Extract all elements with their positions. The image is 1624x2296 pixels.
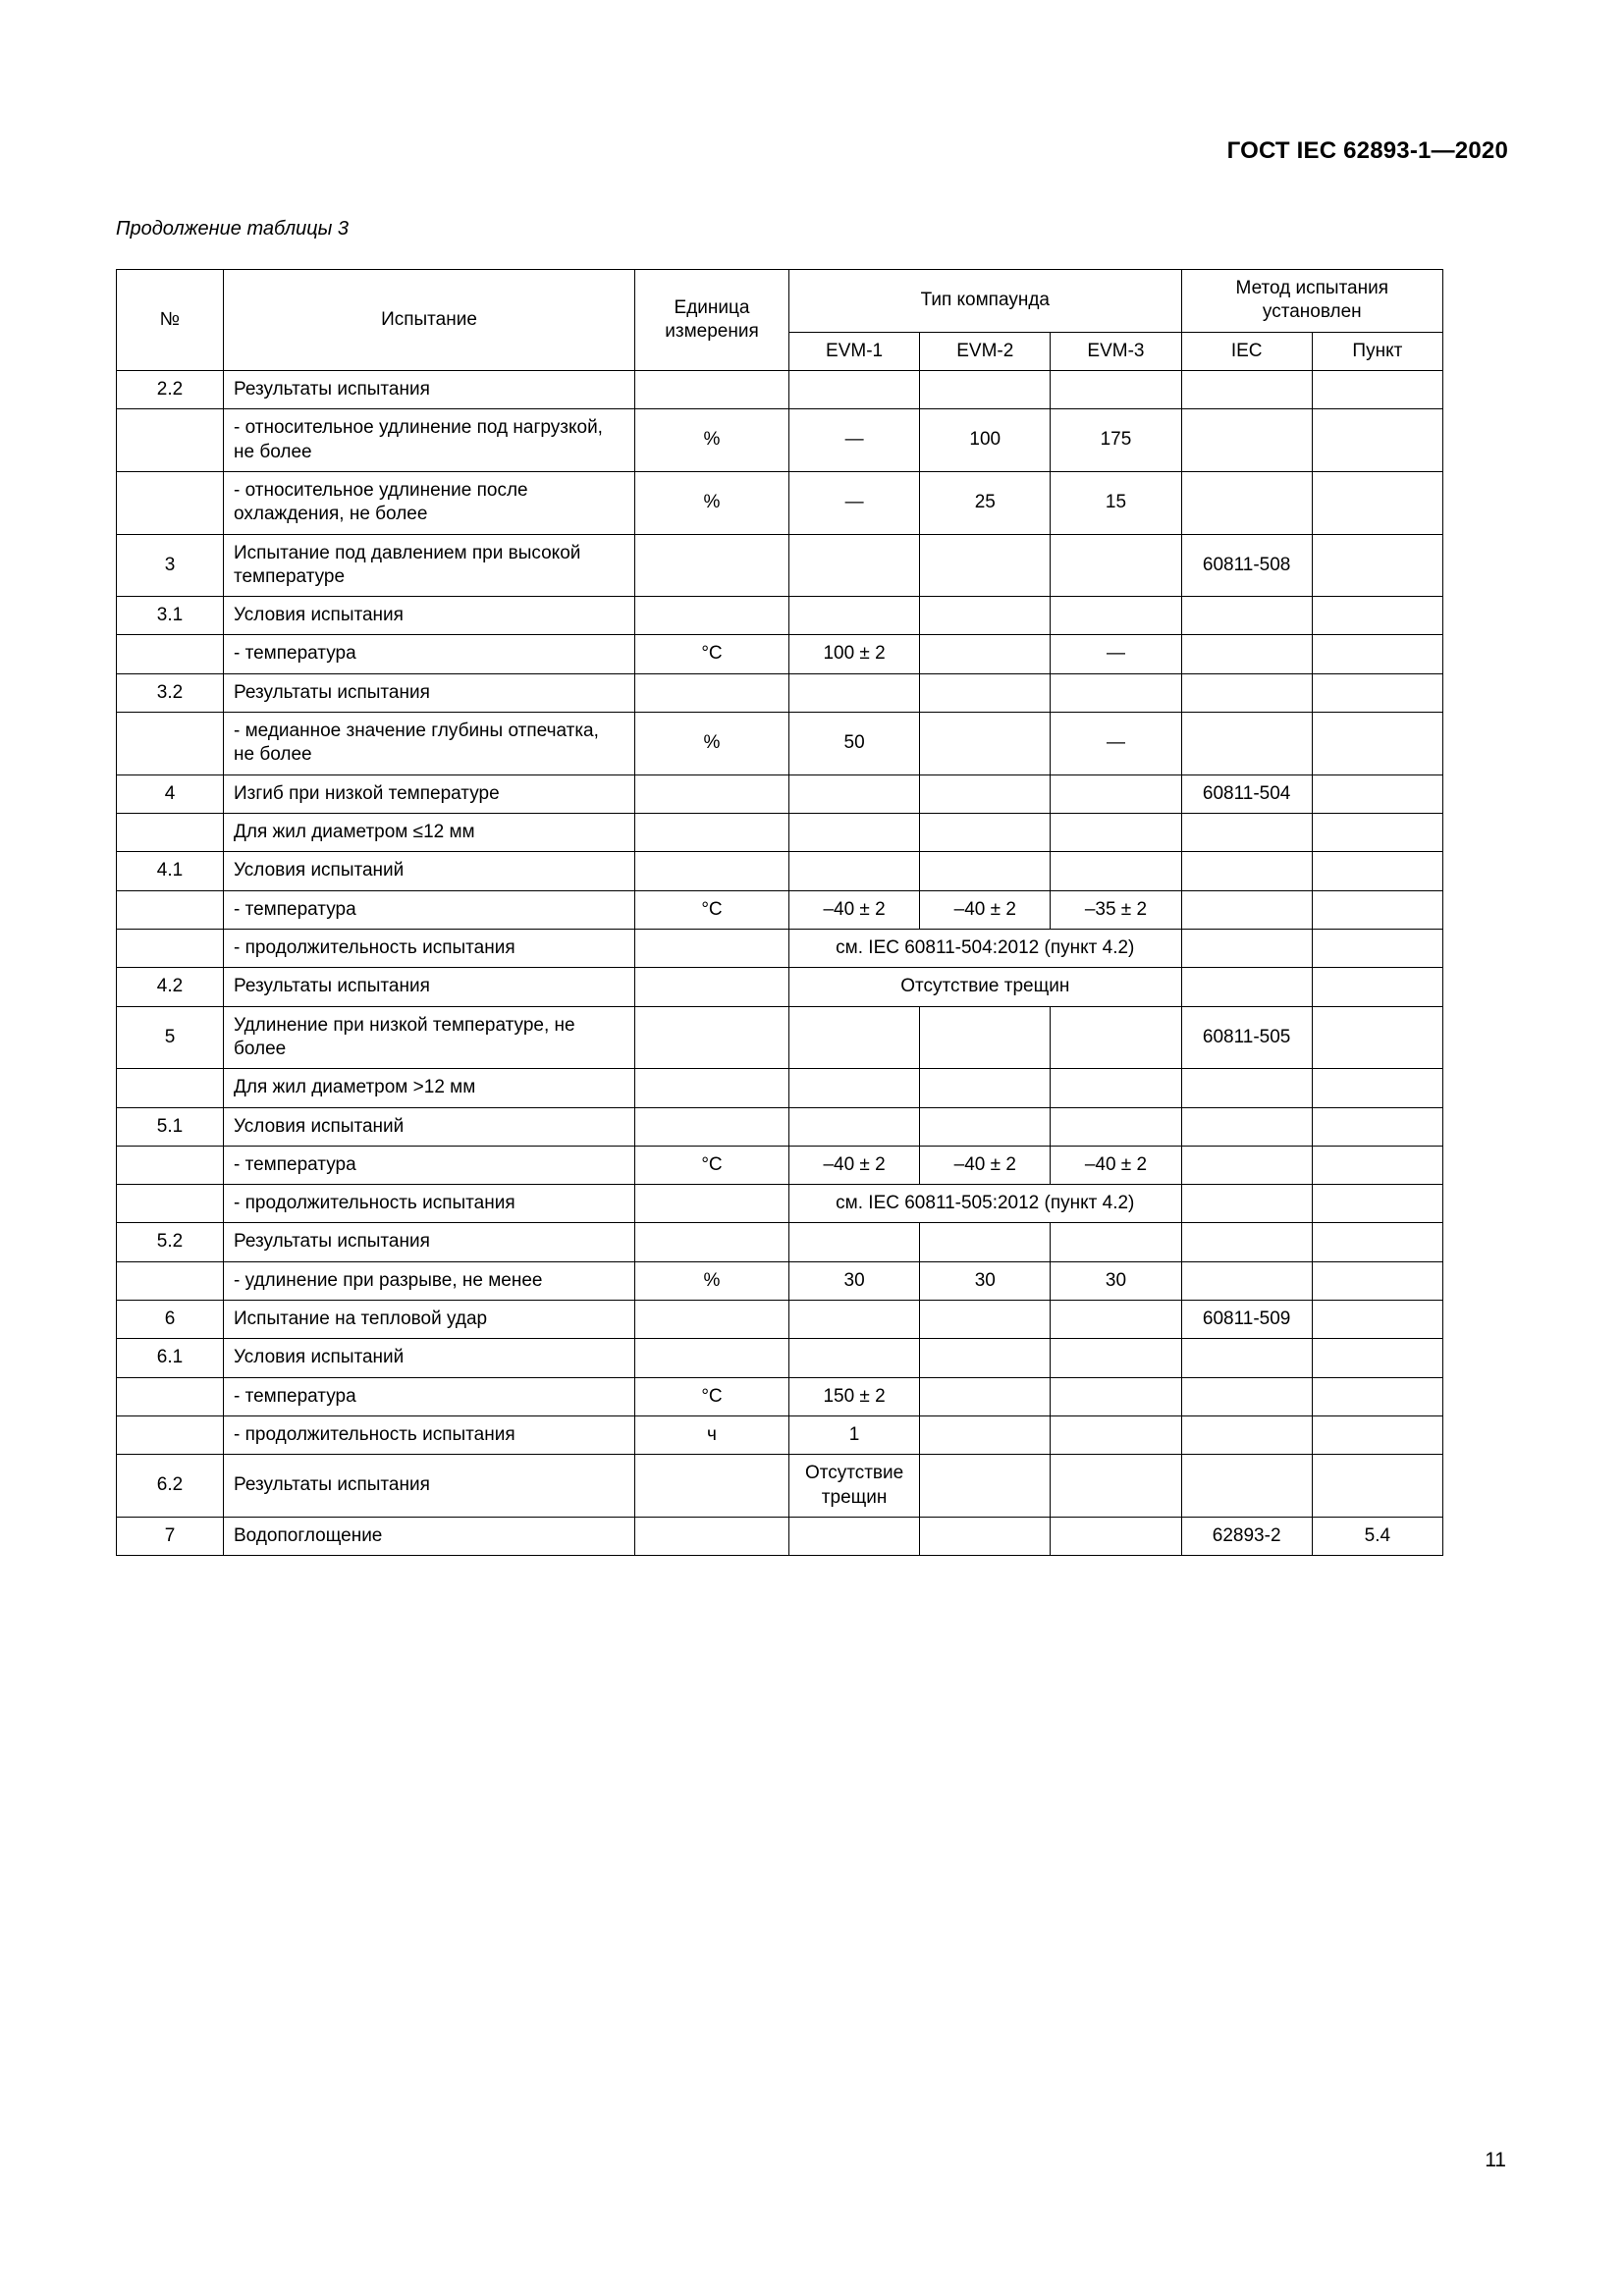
cell-item xyxy=(1312,1261,1442,1300)
cell-test: - продолжительность испытания xyxy=(224,929,635,967)
cell-iec xyxy=(1181,1146,1312,1184)
table-row xyxy=(117,1223,1443,1261)
col-header-method-set: Метод испытания установлен xyxy=(1181,270,1442,333)
cell-num xyxy=(117,635,224,673)
cell-test: Результаты испытания xyxy=(224,1455,635,1518)
cell-evm1: –40 ± 2 xyxy=(789,1146,920,1184)
table-row xyxy=(117,774,1443,813)
table-row xyxy=(117,597,1443,635)
cell-iec xyxy=(1181,1069,1312,1107)
cell-evm3 xyxy=(1051,1301,1181,1339)
cell-evm3: –40 ± 2 xyxy=(1051,1146,1181,1184)
cell-test: - продолжительность испытания xyxy=(224,1185,635,1223)
table-row xyxy=(117,1416,1443,1455)
cell-evm2 xyxy=(920,713,1051,775)
cell-test: Испытание на тепловой удар xyxy=(224,1301,635,1339)
cell-span-value: см. IEC 60811-505:2012 (пункт 4.2) xyxy=(789,1185,1182,1223)
cell-item xyxy=(1312,713,1442,775)
cell-num: 4.1 xyxy=(117,852,224,890)
cell-num xyxy=(117,1261,224,1300)
test-requirements-table xyxy=(116,269,1443,1556)
cell-num xyxy=(117,929,224,967)
cell-evm1: –40 ± 2 xyxy=(789,890,920,929)
cell-evm3 xyxy=(1051,1223,1181,1261)
col-header-iec: IEC xyxy=(1181,332,1312,370)
cell-item xyxy=(1312,1069,1442,1107)
table-row xyxy=(117,968,1443,1006)
col-header-evm3: EVM-3 xyxy=(1051,332,1181,370)
cell-test: - температура xyxy=(224,635,635,673)
cell-evm3 xyxy=(1051,673,1181,712)
cell-item xyxy=(1312,471,1442,534)
cell-unit xyxy=(635,1069,789,1107)
cell-item xyxy=(1312,673,1442,712)
cell-evm3 xyxy=(1051,1339,1181,1377)
cell-evm2: 100 xyxy=(920,409,1051,472)
cell-test: - продолжительность испытания xyxy=(224,1416,635,1455)
cell-unit: °C xyxy=(635,635,789,673)
cell-evm3 xyxy=(1051,1455,1181,1518)
cell-item xyxy=(1312,370,1442,408)
cell-iec xyxy=(1181,409,1312,472)
cell-evm1 xyxy=(789,1517,920,1555)
cell-iec: 60811-509 xyxy=(1181,1301,1312,1339)
cell-num: 7 xyxy=(117,1517,224,1555)
cell-evm2 xyxy=(920,1301,1051,1339)
table-row xyxy=(117,1377,1443,1415)
table-row xyxy=(117,1517,1443,1555)
cell-evm2 xyxy=(920,1455,1051,1518)
cell-unit xyxy=(635,1223,789,1261)
cell-evm1 xyxy=(789,1223,920,1261)
cell-test: Для жил диаметром >12 мм xyxy=(224,1069,635,1107)
cell-evm2 xyxy=(920,1339,1051,1377)
cell-unit: °C xyxy=(635,1377,789,1415)
table-row xyxy=(117,1261,1443,1300)
cell-test: - относительное удлинение под нагрузкой, не более xyxy=(224,409,635,472)
cell-iec xyxy=(1181,814,1312,852)
cell-iec xyxy=(1181,471,1312,534)
cell-unit xyxy=(635,1107,789,1146)
cell-num: 5.2 xyxy=(117,1223,224,1261)
cell-evm1: — xyxy=(789,471,920,534)
cell-num xyxy=(117,409,224,472)
cell-evm3: — xyxy=(1051,713,1181,775)
cell-test: - температура xyxy=(224,1377,635,1415)
cell-evm3 xyxy=(1051,534,1181,597)
cell-iec xyxy=(1181,1223,1312,1261)
cell-unit xyxy=(635,1455,789,1518)
table-body xyxy=(117,370,1443,1555)
cell-item xyxy=(1312,968,1442,1006)
page-header-standard: ГОСТ IEC 62893-1—2020 xyxy=(1226,137,1508,164)
cell-evm2 xyxy=(920,1069,1051,1107)
cell-num xyxy=(117,1146,224,1184)
cell-evm3 xyxy=(1051,597,1181,635)
cell-evm1 xyxy=(789,534,920,597)
cell-test: - температура xyxy=(224,890,635,929)
cell-evm1: Отсутствие трещин xyxy=(789,1455,920,1518)
cell-test: - температура xyxy=(224,1146,635,1184)
cell-evm1: — xyxy=(789,409,920,472)
table-row xyxy=(117,929,1443,967)
cell-test: Изгиб при низкой температуре xyxy=(224,774,635,813)
cell-test: - удлинение при разрыве, не менее xyxy=(224,1261,635,1300)
cell-evm2 xyxy=(920,673,1051,712)
col-header-test: Испытание xyxy=(224,270,635,371)
table-row xyxy=(117,1339,1443,1377)
cell-evm3 xyxy=(1051,370,1181,408)
table-row xyxy=(117,1185,1443,1223)
cell-item xyxy=(1312,890,1442,929)
cell-num xyxy=(117,1416,224,1455)
cell-item xyxy=(1312,929,1442,967)
cell-unit: °C xyxy=(635,890,789,929)
cell-item xyxy=(1312,1146,1442,1184)
cell-iec xyxy=(1181,635,1312,673)
cell-test: Водопоглощение xyxy=(224,1517,635,1555)
cell-evm1 xyxy=(789,597,920,635)
cell-evm3: 175 xyxy=(1051,409,1181,472)
cell-iec xyxy=(1181,713,1312,775)
cell-evm1 xyxy=(789,673,920,712)
table-row xyxy=(117,1069,1443,1107)
cell-evm3 xyxy=(1051,1416,1181,1455)
cell-num: 4 xyxy=(117,774,224,813)
cell-span-value: Отсутствие трещин xyxy=(789,968,1182,1006)
cell-iec xyxy=(1181,1339,1312,1377)
cell-evm2: –40 ± 2 xyxy=(920,890,1051,929)
cell-test: Результаты испытания xyxy=(224,370,635,408)
cell-num xyxy=(117,890,224,929)
cell-evm3: 15 xyxy=(1051,471,1181,534)
table-row xyxy=(117,635,1443,673)
cell-evm3 xyxy=(1051,814,1181,852)
cell-item xyxy=(1312,852,1442,890)
cell-num: 3.2 xyxy=(117,673,224,712)
table-row xyxy=(117,713,1443,775)
cell-item xyxy=(1312,1107,1442,1146)
cell-evm2 xyxy=(920,635,1051,673)
cell-unit: % xyxy=(635,471,789,534)
cell-unit xyxy=(635,814,789,852)
cell-evm1: 30 xyxy=(789,1261,920,1300)
cell-test: Испытание под давлением при высокой температуре xyxy=(224,534,635,597)
cell-test: Условия испытаний xyxy=(224,1339,635,1377)
cell-evm1 xyxy=(789,1301,920,1339)
cell-evm2 xyxy=(920,1517,1051,1555)
cell-item xyxy=(1312,1301,1442,1339)
cell-evm2 xyxy=(920,597,1051,635)
cell-evm1: 100 ± 2 xyxy=(789,635,920,673)
cell-test: Условия испытания xyxy=(224,597,635,635)
cell-evm2 xyxy=(920,852,1051,890)
col-header-unit: Единица измерения xyxy=(635,270,789,371)
table-header-row-1 xyxy=(117,270,1443,333)
cell-item xyxy=(1312,1416,1442,1455)
cell-evm2: –40 ± 2 xyxy=(920,1146,1051,1184)
cell-test: Результаты испытания xyxy=(224,673,635,712)
cell-evm1 xyxy=(789,1107,920,1146)
cell-item xyxy=(1312,1223,1442,1261)
cell-evm2 xyxy=(920,370,1051,408)
cell-item xyxy=(1312,814,1442,852)
cell-evm3 xyxy=(1051,1377,1181,1415)
cell-unit xyxy=(635,1517,789,1555)
cell-evm1 xyxy=(789,852,920,890)
table-caption: Продолжение таблицы 3 xyxy=(116,218,350,240)
cell-test: Результаты испытания xyxy=(224,968,635,1006)
cell-iec xyxy=(1181,968,1312,1006)
table-container xyxy=(116,269,1443,1556)
cell-item xyxy=(1312,1455,1442,1518)
cell-unit: °C xyxy=(635,1146,789,1184)
table-row xyxy=(117,1006,1443,1069)
cell-evm2 xyxy=(920,1006,1051,1069)
cell-unit: % xyxy=(635,713,789,775)
cell-item xyxy=(1312,409,1442,472)
cell-num: 6 xyxy=(117,1301,224,1339)
cell-iec xyxy=(1181,1377,1312,1415)
cell-evm1 xyxy=(789,774,920,813)
cell-num xyxy=(117,1185,224,1223)
cell-evm1 xyxy=(789,814,920,852)
cell-evm1 xyxy=(789,1339,920,1377)
cell-iec: 60811-504 xyxy=(1181,774,1312,813)
cell-item xyxy=(1312,1185,1442,1223)
cell-unit xyxy=(635,852,789,890)
cell-evm1 xyxy=(789,1069,920,1107)
table-row xyxy=(117,370,1443,408)
cell-unit: ч xyxy=(635,1416,789,1455)
cell-test: Условия испытаний xyxy=(224,852,635,890)
cell-evm1 xyxy=(789,370,920,408)
cell-num xyxy=(117,1069,224,1107)
cell-num: 2.2 xyxy=(117,370,224,408)
cell-evm3 xyxy=(1051,1069,1181,1107)
table-row xyxy=(117,534,1443,597)
cell-iec: 60811-505 xyxy=(1181,1006,1312,1069)
cell-evm2: 25 xyxy=(920,471,1051,534)
col-header-compound-type: Тип компаунда xyxy=(789,270,1182,333)
cell-test: Удлинение при низкой температуре, не более xyxy=(224,1006,635,1069)
table-head xyxy=(117,270,1443,371)
cell-item xyxy=(1312,1377,1442,1415)
cell-num: 6.2 xyxy=(117,1455,224,1518)
table-row xyxy=(117,890,1443,929)
cell-evm2 xyxy=(920,1377,1051,1415)
cell-evm2 xyxy=(920,1223,1051,1261)
cell-num: 4.2 xyxy=(117,968,224,1006)
cell-unit xyxy=(635,929,789,967)
cell-unit xyxy=(635,774,789,813)
cell-evm1: 50 xyxy=(789,713,920,775)
cell-num: 5.1 xyxy=(117,1107,224,1146)
col-header-evm1: EVM-1 xyxy=(789,332,920,370)
cell-iec: 62893-2 xyxy=(1181,1517,1312,1555)
cell-evm1 xyxy=(789,1006,920,1069)
col-header-evm2: EVM-2 xyxy=(920,332,1051,370)
cell-unit xyxy=(635,1185,789,1223)
cell-test: Условия испытаний xyxy=(224,1107,635,1146)
cell-num xyxy=(117,471,224,534)
table-row xyxy=(117,814,1443,852)
cell-iec xyxy=(1181,370,1312,408)
cell-evm3 xyxy=(1051,1107,1181,1146)
cell-evm1: 150 ± 2 xyxy=(789,1377,920,1415)
cell-num xyxy=(117,713,224,775)
table-row xyxy=(117,1146,1443,1184)
cell-test: - относительное удлинение после охлаждения, не более xyxy=(224,471,635,534)
cell-test: - медианное значение глубины отпечатка, не более xyxy=(224,713,635,775)
cell-num xyxy=(117,1377,224,1415)
cell-item xyxy=(1312,1339,1442,1377)
cell-item xyxy=(1312,1006,1442,1069)
cell-evm2 xyxy=(920,534,1051,597)
cell-test: Для жил диаметром ≤12 мм xyxy=(224,814,635,852)
cell-evm2: 30 xyxy=(920,1261,1051,1300)
cell-iec xyxy=(1181,673,1312,712)
cell-evm2 xyxy=(920,1107,1051,1146)
cell-evm3 xyxy=(1051,852,1181,890)
cell-num: 3 xyxy=(117,534,224,597)
cell-num: 6.1 xyxy=(117,1339,224,1377)
cell-unit xyxy=(635,534,789,597)
table-row xyxy=(117,673,1443,712)
cell-item: 5.4 xyxy=(1312,1517,1442,1555)
cell-evm2 xyxy=(920,814,1051,852)
table-row xyxy=(117,1301,1443,1339)
cell-evm1: 1 xyxy=(789,1416,920,1455)
cell-evm2 xyxy=(920,1416,1051,1455)
cell-item xyxy=(1312,534,1442,597)
cell-unit: % xyxy=(635,409,789,472)
cell-iec xyxy=(1181,1261,1312,1300)
cell-item xyxy=(1312,774,1442,813)
cell-iec xyxy=(1181,1107,1312,1146)
cell-evm3 xyxy=(1051,1006,1181,1069)
cell-iec xyxy=(1181,890,1312,929)
col-header-num: № xyxy=(117,270,224,371)
cell-num xyxy=(117,814,224,852)
table-row xyxy=(117,852,1443,890)
table-row xyxy=(117,1107,1443,1146)
table-row xyxy=(117,409,1443,472)
cell-test: Результаты испытания xyxy=(224,1223,635,1261)
cell-iec xyxy=(1181,1416,1312,1455)
cell-iec xyxy=(1181,852,1312,890)
cell-unit xyxy=(635,968,789,1006)
cell-unit xyxy=(635,1006,789,1069)
cell-evm2 xyxy=(920,774,1051,813)
cell-evm3 xyxy=(1051,1517,1181,1555)
cell-iec xyxy=(1181,929,1312,967)
table-row xyxy=(117,1455,1443,1518)
cell-evm3: — xyxy=(1051,635,1181,673)
cell-evm3: 30 xyxy=(1051,1261,1181,1300)
col-header-item: Пункт xyxy=(1312,332,1442,370)
table-row xyxy=(117,471,1443,534)
cell-item xyxy=(1312,597,1442,635)
cell-unit xyxy=(635,1301,789,1339)
cell-span-value: см. IEC 60811-504:2012 (пункт 4.2) xyxy=(789,929,1182,967)
cell-unit: % xyxy=(635,1261,789,1300)
cell-iec: 60811-508 xyxy=(1181,534,1312,597)
cell-iec xyxy=(1181,597,1312,635)
cell-num: 5 xyxy=(117,1006,224,1069)
page-number: 11 xyxy=(1485,2149,1506,2171)
cell-iec xyxy=(1181,1185,1312,1223)
cell-unit xyxy=(635,673,789,712)
cell-unit xyxy=(635,370,789,408)
cell-iec xyxy=(1181,1455,1312,1518)
cell-unit xyxy=(635,597,789,635)
cell-evm3: –35 ± 2 xyxy=(1051,890,1181,929)
cell-num: 3.1 xyxy=(117,597,224,635)
cell-item xyxy=(1312,635,1442,673)
cell-unit xyxy=(635,1339,789,1377)
cell-evm3 xyxy=(1051,774,1181,813)
